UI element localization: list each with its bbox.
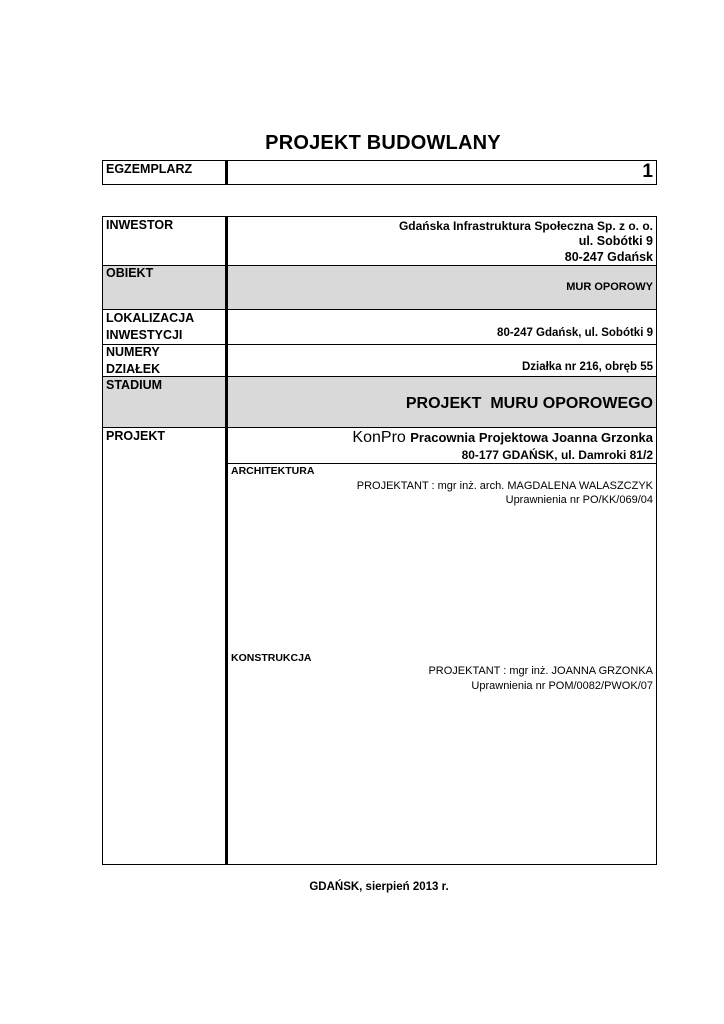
firm-name: Pracownia Projektowa Joanna Grzonka [410,430,653,445]
copy-label: EGZEMPLARZ [106,162,193,176]
copy-box-left-border [102,160,103,185]
plots-label-line1: NUMERY [106,345,160,359]
project-label: PROJEKT [106,429,166,443]
document-footer: GDAŃSK, sierpień 2013 r. [309,881,449,893]
investor-city: 80-247 Gdańsk [564,250,653,264]
object-value: MUR OPOROWY [566,281,653,293]
section-heading-structure: KONSTRUKCJA [231,652,312,664]
table-row-divider [102,344,657,345]
stage-label: STADIUM [106,378,163,392]
location-label-line1: LOKALIZACJA [106,311,195,325]
investor-street: ul. Sobótki 9 [578,234,653,248]
project-firm [352,429,653,447]
copy-box-bottom-border [102,184,657,185]
document-title: PROJEKT BUDOWLANY [265,132,501,154]
table-row-divider [102,427,657,428]
table-bottom-border [102,864,657,865]
copy-box-right-border [656,160,657,185]
structure-license: Uprawnienia nr POM/0082/PWOK/07 [471,680,653,692]
table-row-divider [102,376,657,377]
firm-address: 80-177 GDAŃSK, ul. Damroki 81/2 [461,448,653,462]
firm-brand: KonPro [352,429,406,446]
table-right-border [656,216,657,865]
investor-label: INWESTOR [106,218,174,232]
table-row-divider [102,265,657,266]
copy-box-divider [225,160,228,185]
architecture-license: Uprawnienia nr PO/KK/069/04 [505,494,653,506]
investor-name: Gdańska Infrastruktura Społeczna Sp. z o. o. [398,219,653,233]
location-label-line2: INWESTYCJI [106,328,183,342]
plots-value: Działka nr 216, obręb 55 [521,361,653,373]
location-label [106,310,194,344]
project-firm-divider [228,463,657,464]
table-top-border [102,216,657,217]
table-column-divider [225,216,228,865]
section-heading-architecture: ARCHITEKTURA [231,465,315,477]
stage-value: PROJEKT MURU OPOROWEGO [405,395,653,412]
architecture-designer: PROJEKTANT : mgr inż. arch. MAGDALENA WALASZCZYK [356,480,653,492]
plots-label-line2: DZIAŁEK [106,362,161,376]
object-label: OBIEKT [106,266,154,280]
copy-number: 1 [642,161,653,182]
location-value: 80-247 Gdańsk, ul. Sobótki 9 [497,327,653,339]
plots-label [106,344,160,378]
table-left-border [102,216,103,865]
structure-designer: PROJEKTANT : mgr inż. JOANNA GRZONKA [428,665,653,677]
